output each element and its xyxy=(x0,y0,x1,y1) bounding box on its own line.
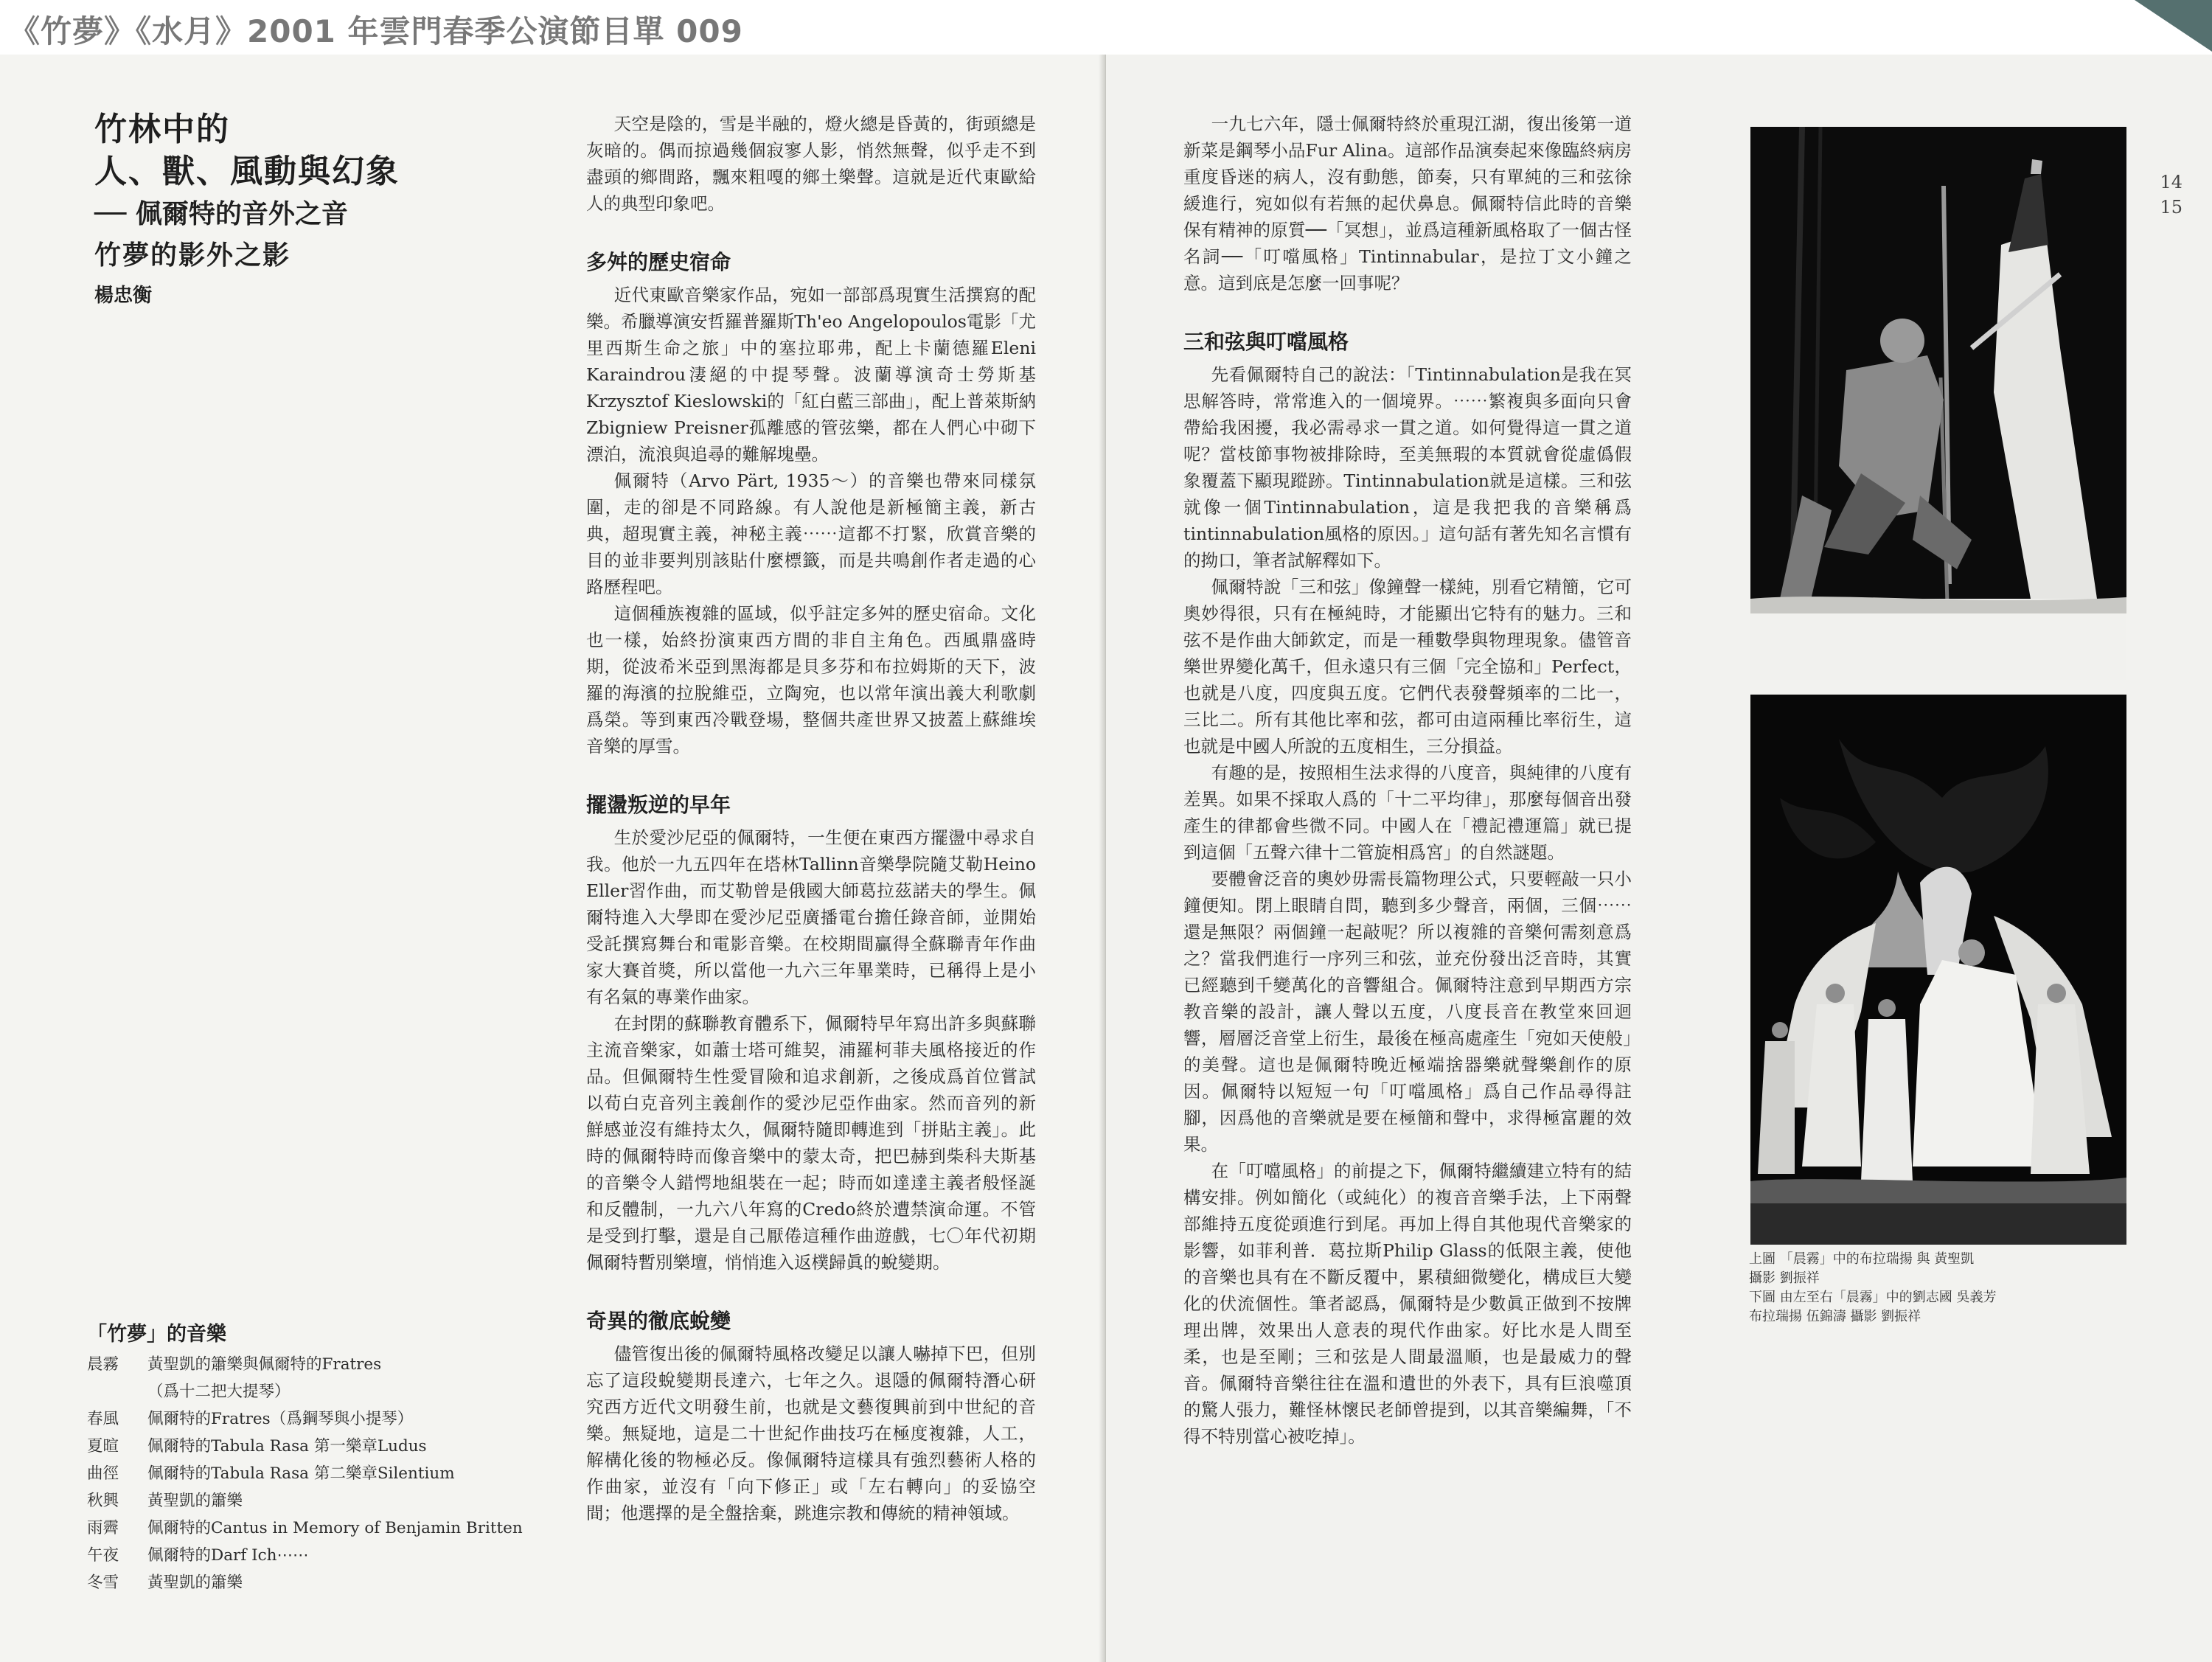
photo-caption xyxy=(1749,1250,1996,1327)
music-item xyxy=(87,1487,544,1515)
music-list xyxy=(87,1320,544,1596)
movement-name: 午夜 xyxy=(87,1546,119,1565)
paragraph: 在「叮噹風格」的前提之下，佩爾特繼續建立特有的結構安排。例如簡化（或純化）的複音音樂手法，上下兩聲部維持五度從頭進行到尾。再加上得自其他現代音樂家的影響，如菲利普．葛拉斯Philip Glass的低限主義，使他的音樂也具有在不斷反覆中，累積細微變化，構成巨大變化的伏流個性。筆者認爲，佩爾特是少數眞正做到不按牌理出牌，效果出人意表的現代作曲家。好比水是人間至柔，也是至剛；三和弦是人間最溫順，也是最威力的聲音。佩爾特音樂往往在溫和遺世的外表下，具有巨浪噬頂的驚人張力，難怪林懷民老師曾提到，以其音樂編舞，「不得不特別當心被吃掉」。 xyxy=(1183,1161,1632,1447)
paragraph: 這個種族複雜的區域，似乎註定多舛的歷史宿命。文化也一樣，始終扮演東西方間的非自主角色。西風鼎盛時期，從波希米亞到黑海都是貝多芬和布拉姆斯的天下，波羅的海濱的拉脫維亞，立陶宛，也以常年演出義大利歌劇爲榮。等到東西冷戰登場，整個共產世界又披蓋上蘇維埃音樂的厚雪。 xyxy=(586,603,1036,757)
article-title-block xyxy=(94,109,400,314)
movement-name: 夏暄 xyxy=(87,1437,119,1456)
paragraph: 儘管復出後的佩爾特風格改變足以讓人嚇掉下巴，但別忘了這段蛻變期長達六，七年之久。退隱的佩爾特潛心研究西方近代文明發生前，也就是文藝復興前到中世紀的音樂。無疑地，這是二十世紀作曲技巧在極度複雜，人工，解構化後的物極必反。像佩爾特這樣具有強烈藝術人格的作曲家，並沒有「向下修正」或「左右轉向」的妥協空間；他選擇的是全盤捨棄，跳進宗教和傳統的精神領域。 xyxy=(586,1343,1036,1523)
photo-bottom-image xyxy=(1750,695,2126,1245)
movement-desc: （爲十二把大提琴） xyxy=(147,1383,291,1401)
movement-name: 雨霽 xyxy=(87,1519,119,1537)
section-heading: 奇異的徹底蛻變 xyxy=(586,1309,731,1333)
music-item xyxy=(87,1569,544,1596)
paragraph: 一九七六年，隱士佩爾特終於重現江湖，復出後第一道新菜是鋼琴小品Fur Alina。這部作品演奏起來像臨終病房重度昏迷的病人，沒有動態，節奏，只有單純的三和弦徐緩進行，宛如似有若無的起伏鼻息。佩爾特信此時的音樂保有精神的原質──「冥想」，並爲這種新風格取了一個古怪名詞──「叮噹風格」Tintinnabular，是拉丁文小鐘之意。這到底是怎麼一回事呢？ xyxy=(1183,114,1632,293)
caption-line: 下圖 由左至右「晨霧」中的劉志國 吳義芳 xyxy=(1749,1290,1997,1305)
title-line-2: 人、獸、風動與幻象 xyxy=(94,153,400,190)
music-list-heading: 「竹夢」的音樂 xyxy=(87,1323,226,1346)
author: 楊忠衡 xyxy=(94,285,153,307)
paragraph: 近代東歐音樂家作品，宛如一部部爲現實生活撰寫的配樂。希臘導演安哲羅普羅斯Th'eo Angelopoulos電影「尤里西斯生命之旅」中的塞拉耶弗，配上卡蘭德羅Eleni Karaindrou淒絕的中提琴聲。波蘭導演奇士勞斯基Krzysztof Kieslowski的「紅白藍三部曲」，配上普萊斯納Zbigniew Preisner孤離感的管弦樂，都在人們心中砌下漂泊，流浪與追尋的難解塊壘。 xyxy=(586,285,1036,465)
music-item xyxy=(87,1515,544,1542)
caption-line: 上圖 「晨霧」中的布拉瑞揚 與 黃聖凱 xyxy=(1749,1251,1975,1267)
music-item xyxy=(87,1378,544,1405)
movement-desc: 佩爾特的Tabula Rasa 第一樂章Ludus xyxy=(147,1437,427,1456)
subtitle-line-2: 竹夢的影外之影 xyxy=(94,240,291,271)
section-heading: 多舛的歷史宿命 xyxy=(586,250,731,274)
movement-name xyxy=(87,1378,147,1405)
movement-name: 冬雪 xyxy=(87,1574,119,1592)
page-number-right: 15 xyxy=(2160,197,2183,218)
movement-desc: 黃聖凱的簫樂 xyxy=(147,1492,243,1510)
paragraph: 佩爾特說「三和弦」像鐘聲一樣純，別看它精簡，它可奧妙得很，只有在極純時，才能顯出它特有的魅力。三和弦不是作曲大師欽定，而是一種數學與物理現象。儘管音樂世界變化萬千，但永遠只有三個「完全協和」Perfect，也就是八度，四度與五度。它們代表發聲頻率的二比一，三比二。所有其他比率和弦，都可由這兩種比率衍生，這也就是中國人所說的五度相生，三分損益。 xyxy=(1183,577,1632,757)
paragraph: 在封閉的蘇聯教育體系下，佩爾特早年寫出許多與蘇聯主流音樂家，如蕭士塔可維契，浦羅柯菲夫風格接近的作品。但佩爾特生性愛冒險和追求創新，之後成爲首位嘗試以荀白克音列主義創作的愛沙尼亞作曲家。然而音列的新鮮感並沒有維持太久，佩爾特隨即轉進到「拼貼主義」。此時的佩爾特時而像音樂中的蒙太奇，把巴赫到柴科夫斯基的音樂令人錯愕地組裝在一起；時而如達達主義者般怪誕和反體制，一九六八年寫的Credo終於遭禁演命運。不管是受到打擊，還是自己厭倦這種作曲遊戲，七〇年代初期佩爾特暫別樂壇，悄悄進入返樸歸眞的蛻變期。 xyxy=(586,1013,1036,1273)
page-numbers xyxy=(2138,170,2183,220)
movement-desc: 佩爾特的Cantus in Memory of Benjamin Britten xyxy=(147,1519,523,1537)
movement-name: 晨霧 xyxy=(87,1355,119,1374)
music-item xyxy=(87,1405,544,1433)
section-heading: 擺盪叛逆的早年 xyxy=(586,793,731,817)
document-title: 《竹夢》《水月》2001 年雲門春季公演節目單 009 xyxy=(9,13,743,49)
movement-desc: 佩爾特的Darf Ich⋯⋯ xyxy=(147,1546,309,1565)
movement-name: 曲徑 xyxy=(87,1464,119,1483)
title-line-1: 竹林中的 xyxy=(94,111,230,148)
movement-desc: 佩爾特的Tabula Rasa 第二樂章Silentium xyxy=(147,1464,455,1483)
caption-line: 布拉瑞揚 伍錦濤 攝影 劉振祥 xyxy=(1749,1309,1921,1324)
paragraph: 先看佩爾特自己的說法：「Tintinnabulation是我在冥思解答時，常常進入的一個境界。⋯⋯繁複與多面向只會帶給我困擾，我必需尋求一貫之道。如何覺得這一貫之道呢？當枝節事物被排除時，至美無瑕的本質就會從虛僞假象覆蓋下顯現蹤跡。Tintinnabulation就是這樣。三和弦就像一個Tintinnabulation，這是我把我的音樂稱爲tintinnabulation風格的原因。」這句話有著先知名言慣有的拗口，筆者試解釋如下。 xyxy=(1183,364,1632,571)
intro-paragraph: 天空是陰的，雪是半融的，燈火總是昏黃的，街頭總是灰暗的。偶而掠過幾個寂寥人影，悄然無聲，似乎走不到盡頭的鄉間路，飄來粗嘎的鄉土樂聲。這就是近代東歐給人的典型印象吧。 xyxy=(586,114,1036,214)
paragraph: 有趣的是，按照相生法求得的八度音，與純律的八度有差異。如果不採取人爲的「十二平均律」，那麼每個音出發產生的律都會些微不同。中國人在「禮記禮運篇」就已提到這個「五聲六律十二管旋相爲宮」的自然謎題。 xyxy=(1183,762,1632,863)
right-article-column xyxy=(1183,111,1632,1450)
photo-top-dancers xyxy=(1750,127,2126,680)
caption-line: 攝影 劉振祥 xyxy=(1749,1270,1820,1286)
movement-name: 春風 xyxy=(87,1410,119,1428)
movement-desc: 黃聖凱的簫樂 xyxy=(147,1574,243,1592)
section-heading: 三和弦與叮噹風格 xyxy=(1183,330,1349,354)
photo-bottom-dancers xyxy=(1750,695,2126,1245)
corner-tab xyxy=(2101,0,2212,52)
page-number-left: 14 xyxy=(2160,172,2183,192)
subtitle-line: ── 佩爾特的音外之音 xyxy=(94,198,348,229)
music-item xyxy=(87,1542,544,1569)
photo-top-image xyxy=(1750,127,2126,680)
movement-desc: 佩爾特的Fratres（爲鋼琴與小提琴） xyxy=(147,1410,414,1428)
music-item xyxy=(87,1460,544,1487)
paragraph: 要體會泛音的奧妙毋需長篇物理公式，只要輕敲一只小鐘便知。閉上眼睛自問，聽到多少聲音，兩個，三個⋯⋯還是無限？兩個鐘一起敲呢？所以複雜的音樂何需刻意爲之？當我們進行一序列三和弦，並充份發出泛音時，其實已經聽到千變萬化的音響組合。佩爾特注意到早期西方宗教音樂的設計，讓人聲以五度，八度長音在教堂來回迴響，層層泛音堂上衍生，最後在極高處產生「宛如天使般」的美聲。這也是佩爾特晚近極端捨器樂就聲樂創作的原因。佩爾特以短短一句「叮噹風格」爲自己作品尋得註腳，因爲他的音樂就是要在極簡和聲中，求得極富麗的效果。 xyxy=(1183,869,1632,1155)
left-article-column xyxy=(586,111,1036,1526)
music-item xyxy=(87,1433,544,1460)
movement-desc: 黃聖凱的簫樂與佩爾特的Fratres xyxy=(147,1355,382,1374)
header-bar xyxy=(0,0,2212,55)
movement-name: 秋興 xyxy=(87,1492,119,1510)
paragraph: 生於愛沙尼亞的佩爾特，一生便在東西方擺盪中尋求自我。他於一九五四年在塔林Tallinn音樂學院隨艾勒Heino Eller習作曲，而艾勒曾是俄國大師葛拉茲諾夫的學生。佩爾特進入大學即在愛沙尼亞廣播電台擔任錄音師，並開始受託撰寫舞台和電影音樂。在校期間贏得全蘇聯青年作曲家大賽首獎，所以當他一九六三年畢業時，已稱得上是小有名氣的專業作曲家。 xyxy=(586,827,1036,1007)
music-item xyxy=(87,1351,544,1378)
paragraph: 佩爾特（Arvo Pärt, 1935～）的音樂也帶來同樣氛圍，走的卻是不同路線。有人說他是新極簡主義，新古典，超現實主義，神秘主義⋯⋯這都不打緊，欣賞音樂的目的並非要判別該貼什麼標籤，而是共鳴創作者走過的心路歷程吧。 xyxy=(586,470,1036,597)
